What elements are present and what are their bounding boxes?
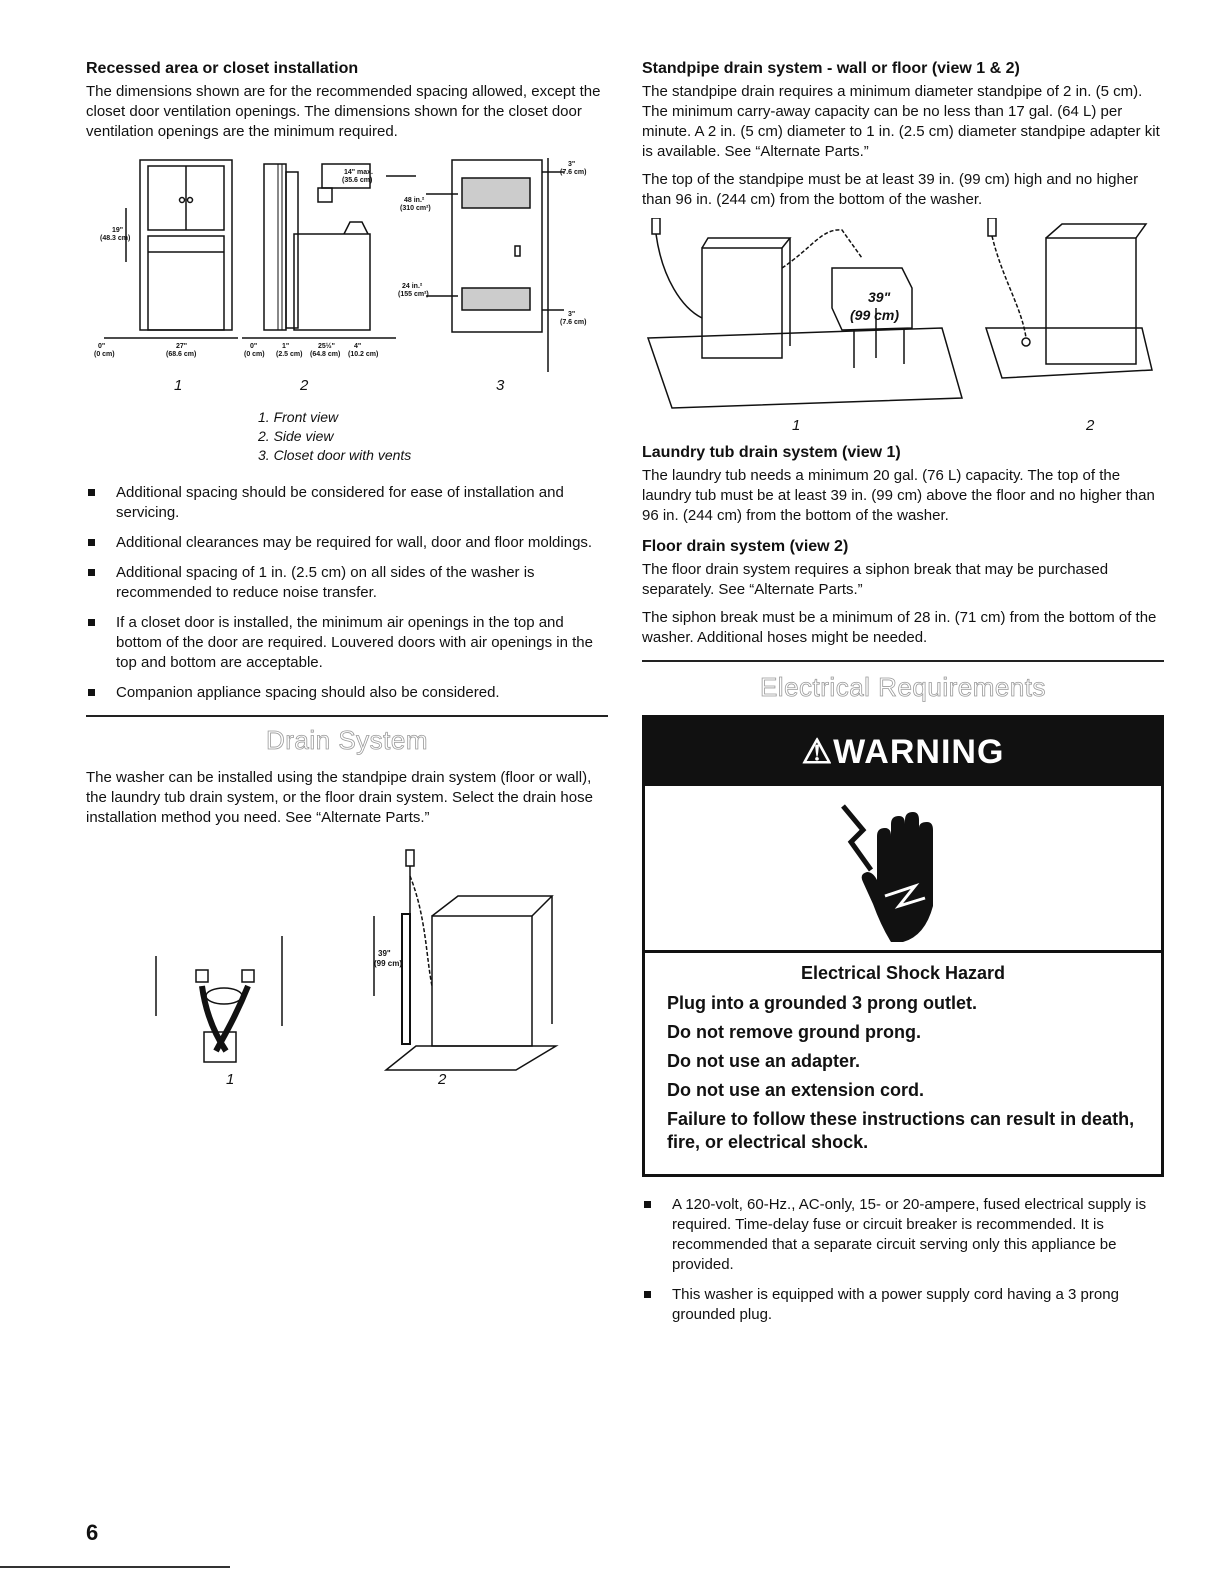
warning-bar <box>645 718 1161 786</box>
drain-view-2: 2 <box>438 1071 447 1088</box>
list-item: Additional clearances may be required for wall, door and floor moldings. <box>86 533 608 553</box>
dim-0-left: 0" <box>98 343 106 350</box>
dim-0-mid-cm: (0 cm) <box>244 351 265 358</box>
list-item: Companion appliance spacing should also be considered. <box>86 683 608 703</box>
standpipe-p1: The standpipe drain requires a minimum diameter standpipe of 2 in. (5 cm). The minimum carry-away capacity can be no less than 17 gal. (64 L) per minute. A 2 in. (5 cm) diameter to 1 in. (2.5 cm) diameter standpipe adapter kit is available. See “Alternate Parts.” <box>642 83 1160 160</box>
dim-1: 1" <box>282 343 290 350</box>
drain-diagram <box>86 836 608 1096</box>
list-item: Additional spacing should be considered for ease of installation and servicing. <box>86 483 608 523</box>
dim-vent-48-cm: (310 cm²) <box>400 205 431 212</box>
floordrain-p2: The siphon break must be a minimum of 28 in. (71 cm) from the bottom of the washer. Additional hoses might be needed. <box>642 609 1157 646</box>
dim-27: 27" <box>176 343 188 350</box>
list-item: This washer is equipped with a power supply cord having a 3 prong grounded plug. <box>642 1285 1164 1325</box>
warning-line: Do not remove ground prong. <box>667 1022 921 1042</box>
laundrytub-title: Laundry tub drain system (view 1) <box>642 444 901 461</box>
dim-vent-24: 24 in.² <box>402 283 423 290</box>
dim-top-3: 3" <box>568 161 576 168</box>
floordrain-p1: The floor drain system requires a siphon break that may be purchased separately. See “Alternate Parts.” <box>642 561 1109 598</box>
standpipe-label-99cm: (99 cm) <box>850 307 900 323</box>
floordrain-title: Floor drain system (view 2) <box>642 538 849 555</box>
drain-view-1: 1 <box>226 1071 235 1088</box>
warning-box <box>642 715 1164 1177</box>
dim-14-max: 14" max. <box>344 169 374 176</box>
dim-25: 25½" <box>318 343 335 350</box>
dim-4-cm: (10.2 cm) <box>348 351 379 358</box>
dim-27-cm: (68.6 cm) <box>166 351 197 358</box>
list-item: Additional spacing of 1 in. (2.5 cm) on all sides of the washer is recommended to reduce noise transfer. <box>86 563 608 603</box>
recess-body: The dimensions shown are for the recommended spacing allowed, except the closet door ventilation openings. The dimensions shown for the closet door ventilation openings are the minimum required. <box>86 83 601 140</box>
list-item: A 120-volt, 60-Hz., AC-only, 15- or 20-ampere, fused electrical supply is required. Time-delay fuse or circuit breaker is recommended. It is recommended that a separate circuit serving only this appliance be provided. <box>642 1195 1164 1275</box>
warning-label: WARNING <box>833 733 1005 771</box>
recess-captions <box>258 408 608 465</box>
standpipe-label-39: 39" <box>868 289 891 305</box>
bottom-vent <box>462 288 530 310</box>
page-number: 6 <box>86 1520 99 1545</box>
recess-diagram <box>86 152 608 402</box>
warning-line: Do not use an extension cord. <box>667 1080 925 1100</box>
standpipe-p2: The top of the standpipe must be at least 39 in. (99 cm) high and no higher than 96 in. (244 cm) from the bottom of the washer. <box>642 171 1139 208</box>
dim-25-cm: (64.8 cm) <box>310 351 341 358</box>
dim-bottom-3-cm: (7.6 cm) <box>560 319 587 326</box>
drain-heading: Drain System <box>265 725 429 755</box>
caption-front-view: 1. Front view <box>258 409 339 425</box>
dim-19-cm: (48.3 cm) <box>100 235 131 242</box>
drain-label-39: 39" <box>378 949 391 958</box>
shock-hazard-icon <box>645 786 1161 953</box>
divider <box>642 660 1164 662</box>
caption-closet-door: 3. Closet door with vents <box>258 447 412 463</box>
standpipe-view-1: 1 <box>792 417 801 434</box>
hand-shock-icon <box>645 786 1161 950</box>
standpipe-title: Standpipe drain system - wall or floor (view 1 & 2) <box>642 60 1020 77</box>
front-view-washer <box>148 236 224 330</box>
divider <box>86 715 608 717</box>
dim-14-max-cm: (35.6 cm) <box>342 177 373 184</box>
side-view-wall <box>264 164 286 330</box>
drain-label-99cm: (99 cm) <box>374 959 403 968</box>
warning-text <box>645 953 1161 1174</box>
dim-bottom-3: 3" <box>568 311 576 318</box>
right-column <box>642 60 1164 1335</box>
dim-1-cm: (2.5 cm) <box>276 351 303 358</box>
standpipe-diagram <box>642 218 1164 440</box>
warning-line: Do not use an adapter. <box>667 1051 861 1071</box>
dim-0-mid: 0" <box>250 343 258 350</box>
side-view-washer <box>294 234 370 330</box>
left-column <box>86 60 608 1096</box>
standpipe-figure <box>642 218 1164 440</box>
electrical-heading: Electrical Requirements <box>759 672 1047 702</box>
dim-vent-48: 48 in.² <box>404 197 425 204</box>
warning-line: Plug into a grounded 3 prong outlet. <box>667 993 977 1013</box>
dim-4: 4" <box>354 343 362 350</box>
recess-figure <box>86 152 608 402</box>
standpipe-view-2: 2 <box>1086 417 1095 434</box>
dim-19: 19" <box>112 227 124 234</box>
list-item: If a closet door is installed, the minimum air openings in the top and bottom of the door are required. Louvered doors with air openings in the top and bottom are acceptable. <box>86 613 608 673</box>
dim-0-left-cm: (0 cm) <box>94 351 115 358</box>
washer-view-1 <box>702 248 782 358</box>
warning-line: Failure to follow these instructions can result in death, fire, or electrical shock. <box>667 1109 1135 1152</box>
top-vent <box>462 178 530 208</box>
recess-view-2: 2 <box>300 377 309 394</box>
laundrytub-body: The laundry tub needs a minimum 20 gal. (76 L) capacity. The top of the laundry tub must be at least 39 in. (99 cm) above the floor and no higher than 96 in. (244 cm) from the bottom of the washer. <box>642 467 1155 524</box>
dim-top-3-cm: (7.6 cm) <box>560 169 587 176</box>
caption-side-view: 2. Side view <box>258 428 334 444</box>
electrical-bullets <box>642 1195 1164 1325</box>
recess-view-1: 1 <box>174 377 183 394</box>
recess-bullets <box>86 483 608 703</box>
dim-vent-24-cm: (155 cm²) <box>398 291 429 298</box>
drain-body: The washer can be installed using the standpipe drain system (floor or wall), the laundry tub drain system, or the floor drain system. Select the drain hose installation method you need. See “Alternate Parts.” <box>86 769 593 826</box>
washer-view-2 <box>1046 238 1136 364</box>
washer-side <box>432 916 532 1046</box>
hazard-title: Electrical Shock Hazard <box>800 963 1006 983</box>
recess-title: Recessed area or closet installation <box>86 60 359 77</box>
drain-figure <box>86 836 608 1096</box>
warning-triangle-icon: ⚠ <box>801 733 834 771</box>
recess-view-3: 3 <box>496 377 505 394</box>
footer-line <box>0 1566 230 1568</box>
